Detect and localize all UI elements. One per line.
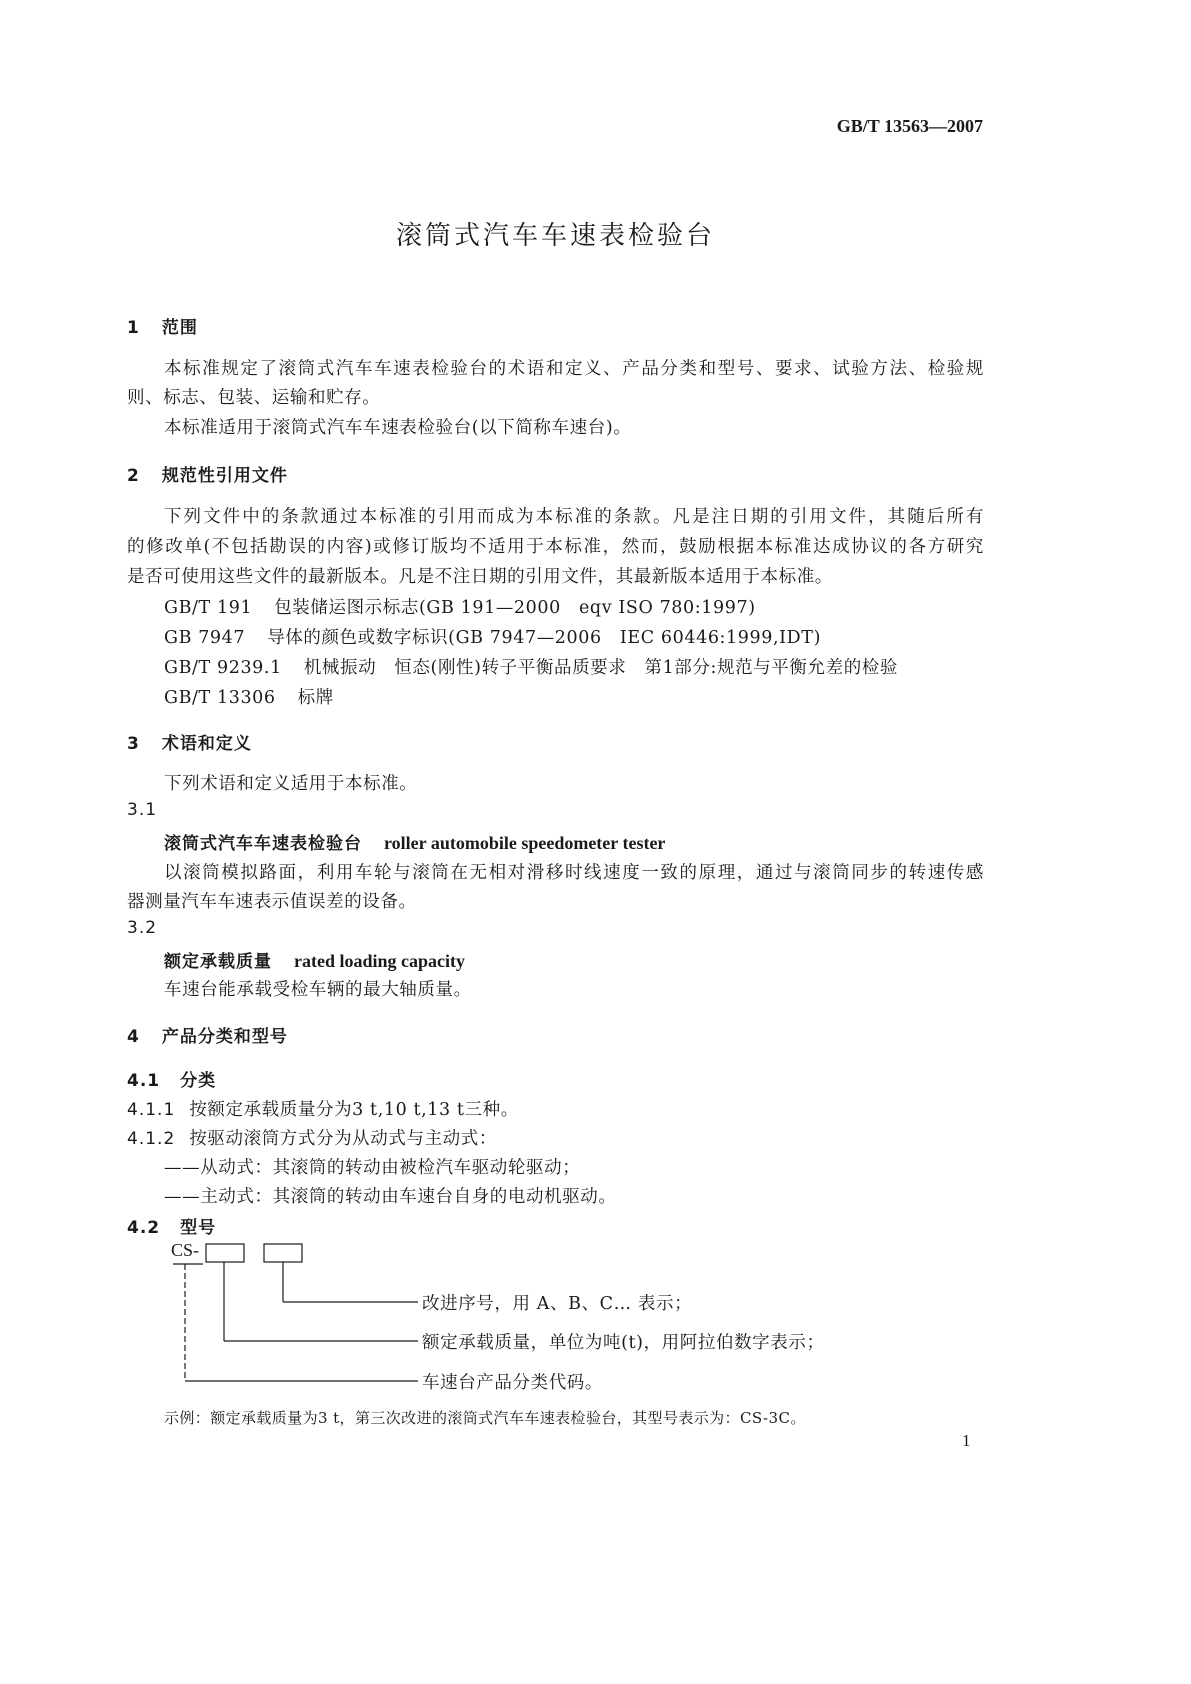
model-label-code: 车速台产品分类代码。: [422, 1373, 603, 1393]
clause-number: 4.1.1: [127, 1100, 176, 1120]
list-item: ——主动式：其滚筒的转动由车速台自身的电动机驱动。: [164, 1187, 617, 1207]
clause-text: 按驱动滚筒方式分为从动式与主动式：: [189, 1129, 497, 1149]
paragraph-line: 的修改单(不包括勘误的内容)或修订版均不适用于本标准，然而，鼓励根据本标准达成协议的各方研究: [127, 537, 984, 557]
paragraph-line: 本标准适用于滚筒式汽车车速表检验台(以下简称车速台)。: [164, 418, 632, 438]
section-title: 产品分类和型号: [161, 1027, 288, 1047]
section-number: 4: [127, 1027, 140, 1047]
term-chinese: 滚筒式汽车车速表检验台: [164, 834, 362, 854]
term-number: 3.2: [127, 918, 158, 938]
section-title: 范围: [161, 318, 198, 338]
section-title: 术语和定义: [161, 734, 252, 754]
reference-title: 标牌: [297, 688, 334, 708]
term-chinese: 额定承载质量: [164, 952, 272, 972]
clause-number: 4.1.2: [127, 1129, 176, 1149]
standard-code: GB/T 13563—2007: [836, 116, 983, 136]
list-item: ——从动式：其滚筒的转动由被检汽车驱动轮驱动；: [164, 1158, 581, 1178]
reference-code: GB/T 9239.1: [164, 658, 282, 678]
reference-code: GB/T 191: [164, 598, 253, 618]
term-english: rated loading capacity: [294, 951, 465, 971]
subsection-4-1-heading: 4.1 分类: [127, 1071, 217, 1091]
section-title: 规范性引用文件: [161, 466, 288, 486]
term-number: 3.1: [127, 800, 158, 820]
term-definition: 车速台能承载受检车辆的最大轴质量。: [164, 980, 472, 1000]
model-label-revision: 改进序号，用 A、B、C… 表示；: [422, 1294, 693, 1314]
paragraph-line: 则、标志、包装、运输和贮存。: [127, 388, 381, 408]
term-definition: 以滚筒模拟路面，利用车轮与滚筒在无相对滑移时线速度一致的原理，通过与滚筒同步的转速传感: [164, 863, 984, 883]
clause-text: 按额定承载质量分为3 t,10 t,13 t三种。: [189, 1100, 519, 1120]
reference-code: GB 7947: [164, 628, 246, 648]
reference-title: 包装储运图示标志(GB 191—2000 eqv ISO 780:1997): [274, 598, 756, 618]
paragraph-line: 下列术语和定义适用于本标准。: [164, 774, 418, 794]
page-number: 1: [962, 1431, 971, 1450]
reference-code: GB/T 13306: [164, 688, 276, 708]
model-prefix: CS-: [171, 1240, 200, 1260]
model-label-capacity: 额定承载质量，单位为吨(t)，用阿拉伯数字表示；: [422, 1333, 825, 1353]
paragraph-line: 下列文件中的条款通过本标准的引用而成为本标准的条款。凡是注日期的引用文件，其随后所有: [164, 507, 984, 527]
revision-placeholder-box: [264, 1244, 302, 1262]
capacity-placeholder-box: [206, 1244, 244, 1262]
term-definition: 器测量汽车车速表示值误差的设备。: [127, 892, 417, 912]
section-number: 1: [127, 318, 140, 338]
paragraph-line: 是否可使用这些文件的最新版本。凡是不注日期的引用文件，其最新版本适用于本标准。: [127, 567, 833, 587]
term-english: roller automobile speedometer tester: [384, 833, 666, 853]
section-number: 2: [127, 466, 140, 486]
reference-title: 导体的颜色或数字标识(GB 7947—2006 IEC 60446:1999,IDT): [267, 628, 821, 648]
section-number: 3: [127, 734, 140, 754]
subsection-4-2-heading: 4.2 型号: [127, 1218, 217, 1238]
paragraph-line: 本标准规定了滚筒式汽车车速表检验台的术语和定义、产品分类和型号、要求、试验方法、检验规: [164, 359, 984, 379]
reference-title: 机械振动 恒态(刚性)转子平衡品质要求 第1部分:规范与平衡允差的检验: [303, 658, 898, 678]
model-example: 示例：额定承载质量为3 t，第三次改进的滚筒式汽车车速表检验台，其型号表示为：CS-3C。: [164, 1409, 806, 1427]
document-title: 滚筒式汽车车速表检验台: [395, 221, 715, 251]
